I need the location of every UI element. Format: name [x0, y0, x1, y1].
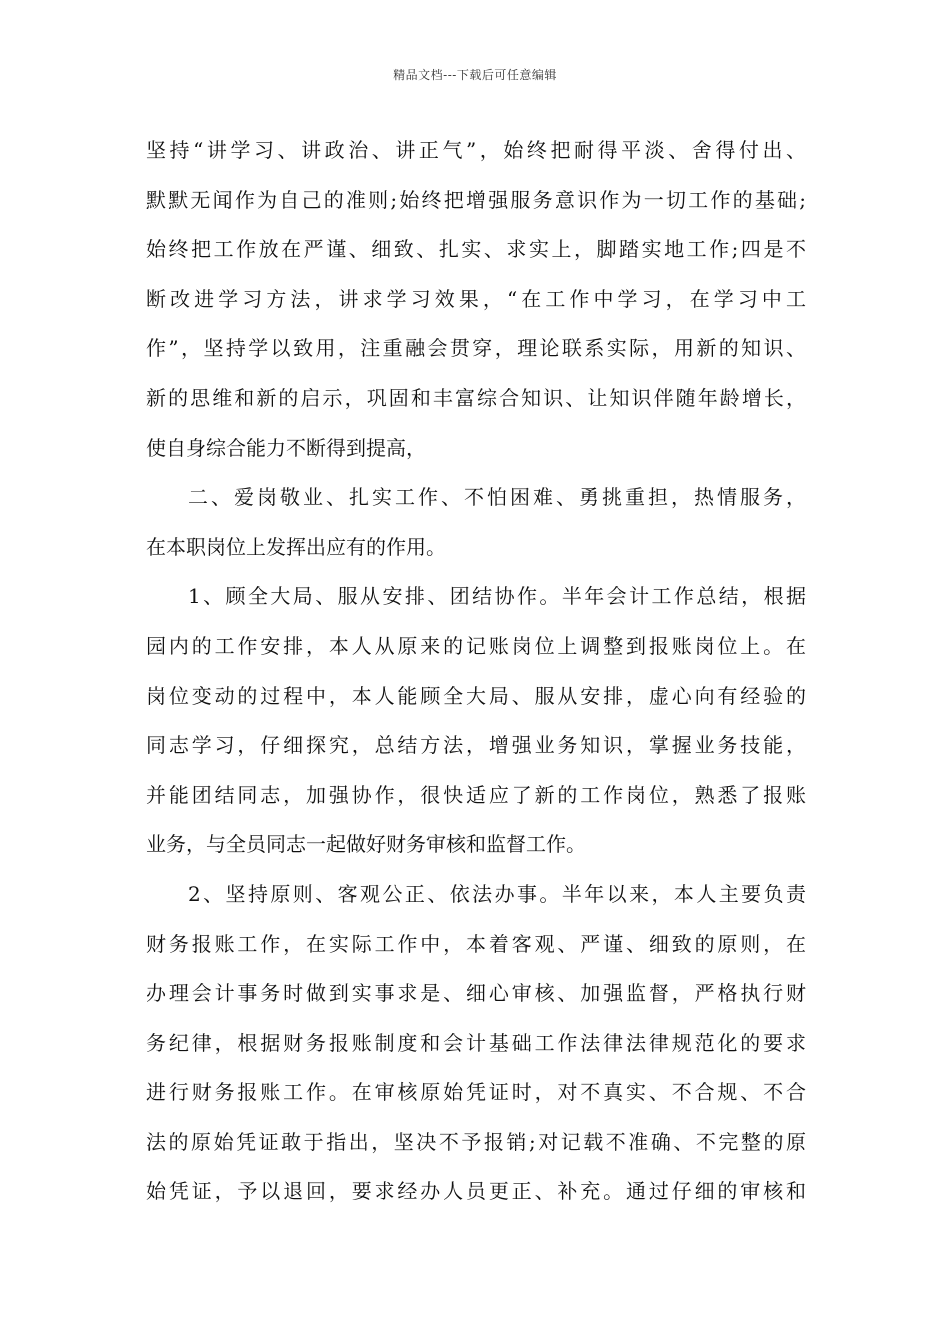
text-line: 业务，与全员同志一起做好财务审核和监督工作。	[146, 832, 586, 857]
text-line: 二、爱岗敬业、扎实工作、不怕困难、勇挑重担，热情服务，	[188, 485, 806, 510]
text-line: 作”，坚持学以致用，注重融会贯穿，理论联系实际，用新的知识、	[146, 336, 806, 361]
document-body	[146, 126, 806, 1217]
text-line: 岗位变动的过程中，本人能顾全大局、服从安排，虚心向有经验的	[146, 683, 806, 708]
text-line: 新的思维和新的启示，巩固和丰富综合知识、让知识伴随年龄增长，	[146, 385, 806, 410]
text-line: 务纪律，根据财务报账制度和会计基础工作法律法律规范化的要求	[146, 1030, 806, 1055]
text-line: 办理会计事务时做到实事求是、细心审核、加强监督，严格执行财	[146, 981, 806, 1006]
text-line: 始终把工作放在严谨、细致、扎实、求实上，脚踏实地工作;四是不	[146, 237, 806, 262]
text-line: 在本职岗位上发挥出应有的作用。	[146, 534, 446, 559]
text-line: 2、坚持原则、客观公正、依法办事。半年以来，本人主要负责	[188, 881, 806, 906]
page-header: 精品文档---下载后可任意编辑	[393, 68, 557, 82]
text-line: 默默无闻作为自己的准则;始终把增强服务意识作为一切工作的基础;	[146, 187, 806, 212]
text-line: 财务报账工作，在实际工作中，本着客观、严谨、细致的原则，在	[146, 931, 806, 956]
text-line: 同志学习，仔细探究，总结方法，增强业务知识，掌握业务技能，	[146, 733, 806, 758]
text-line: 1、顾全大局、服从安排、团结协作。半年会计工作总结，根据	[188, 584, 806, 609]
text-line: 园内的工作安排，本人从原来的记账岗位上调整到报账岗位上。在	[146, 633, 806, 658]
text-line: 并能团结同志，加强协作，很快适应了新的工作岗位，熟悉了报账	[146, 782, 806, 807]
text-line: 断改进学习方法，讲求学习效果，“在工作中学习，在学习中工	[146, 286, 806, 311]
text-line: 坚持“讲学习、讲政治、讲正气”，始终把耐得平淡、舍得付出、	[146, 138, 806, 162]
text-line: 始凭证，予以退回，要求经办人员更正、补充。通过仔细的审核和	[146, 1179, 806, 1204]
text-line: 法的原始凭证敢于指出，坚决不予报销;对记载不准确、不完整的原	[146, 1129, 806, 1154]
text-line: 使自身综合能力不断得到提高，	[146, 435, 426, 460]
text-line: 进行财务报账工作。在审核原始凭证时，对不真实、不合规、不合	[146, 1080, 806, 1105]
